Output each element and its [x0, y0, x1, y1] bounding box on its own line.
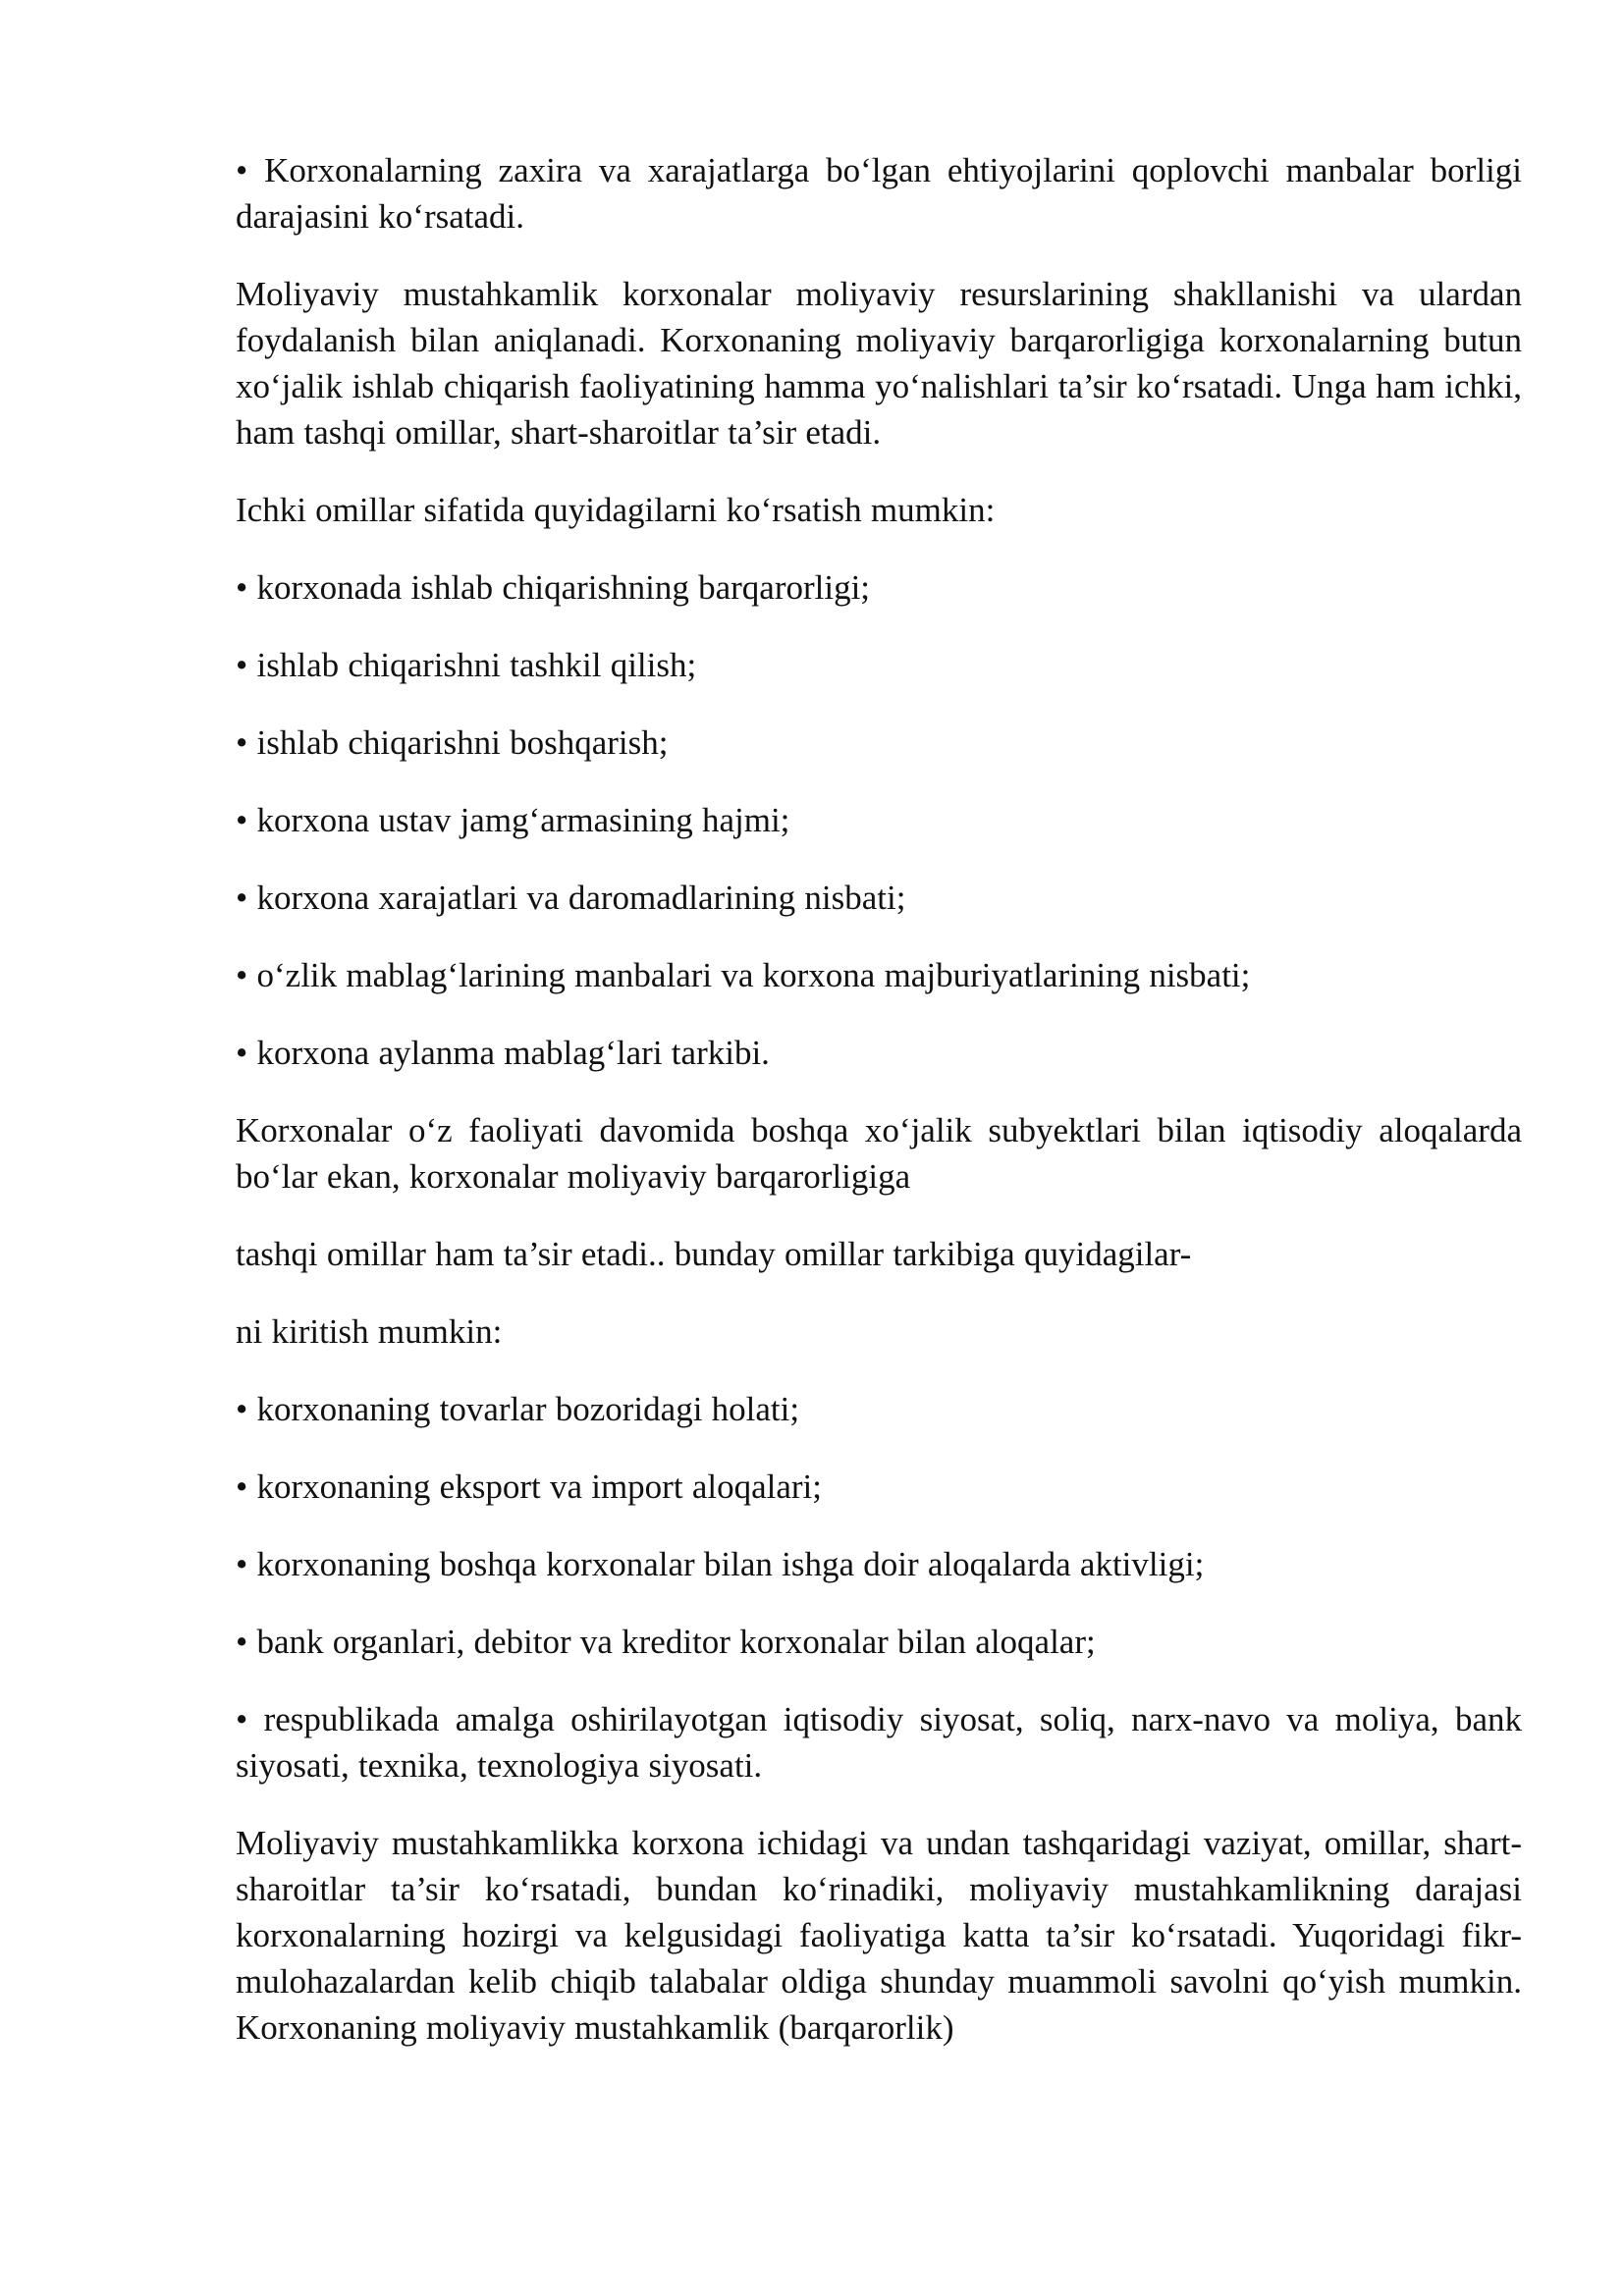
paragraph-1: • Korxonalarning zaxira va xarajatlarga bo‘lgan ehtiyojlarini qoplovchi manbalar borligi darajasini ko‘rsatadi.: [236, 151, 1522, 236]
document-page: [236, 147, 1522, 2082]
list-item: • o‘zlik mablag‘larining manbalari va korxona majburiyatlarining nisbati;: [236, 956, 1251, 994]
paragraph-13: ni kiritish mumkin:: [236, 1312, 503, 1351]
paragraph-11: Korxonalar o‘z faoliyati davomida boshqa xo‘jalik subyektlari bilan iqtisodiy aloqalarda bo‘lar ekan, korxonalar moliyaviy barqarorligiga: [236, 1111, 1522, 1196]
list-item: • ishlab chiqarishni boshqarish;: [236, 723, 669, 762]
list-item: • korxona xarajatlari va daromadlarining nisbati;: [236, 879, 906, 917]
list-item: • korxona aylanma mablag‘lari tarkibi.: [236, 1034, 770, 1072]
list-item: • korxonaning eksport va import aloqalari;: [236, 1468, 822, 1506]
list-item: • ishlab chiqarishni tashkil qilish;: [236, 646, 697, 684]
paragraph-19: Moliyaviy mustahkamlikka korxona ichidagi va undan tashqaridagi vaziyat, omillar, shart-sharoitlar ta’sir ko‘rsatadi, bundan ko‘rinadiki, moliyaviy mustahkamlikning darajasi korxonalarning hozirgi va kelgusidagi faoliyatiga katta ta’sir ko‘rsatadi. Yuqoridagi fikr-mulohazalardan kelib chiqib talabalar oldiga shunday muammoli savolni qo‘yish mumkin. Korxonaning moliyaviy mustahkamlik (barqarorlik): [236, 1824, 1522, 2047]
paragraph-2: Moliyaviy mustahkamlik korxonalar moliyaviy resurslarining shakllanishi va ulardan foydalanish bilan aniqlanadi. Korxonaning moliyaviy barqarorligiga korxonalarning butun xo‘jalik ishlab chiqarish faoliyatining hamma yo‘nalishlari ta’sir ko‘rsatadi. Unga ham ichki, ham tashqi omillar, shart-sharoitlar ta’sir etadi.: [236, 275, 1522, 452]
list-item: • korxonaning boshqa korxonalar bilan ishga doir aloqalarda aktivligi;: [236, 1545, 1205, 1583]
list-item: • korxona ustav jamg‘armasining hajmi;: [236, 801, 790, 839]
paragraph-3: Ichki omillar sifatida quyidagilarni ko‘rsatish mumkin:: [236, 491, 996, 529]
list-item: • bank organlari, debitor va kreditor korxonalar bilan aloqalar;: [236, 1623, 1096, 1661]
list-item: • korxonaning tovarlar bozoridagi holati;: [236, 1390, 800, 1428]
list-item: • respublikada amalga oshirilayotgan iqtisodiy siyosat, soliq, narx-navo va moliya, bank siyosati, texnika, texnologiya siyosati.: [236, 1700, 1522, 1785]
list-item: • korxonada ishlab chiqarishning barqarorligi;: [236, 568, 871, 607]
paragraph-12: tashqi omillar ham ta’sir etadi.. bunday omillar tarkibiga quyidagilar-: [236, 1235, 1192, 1273]
